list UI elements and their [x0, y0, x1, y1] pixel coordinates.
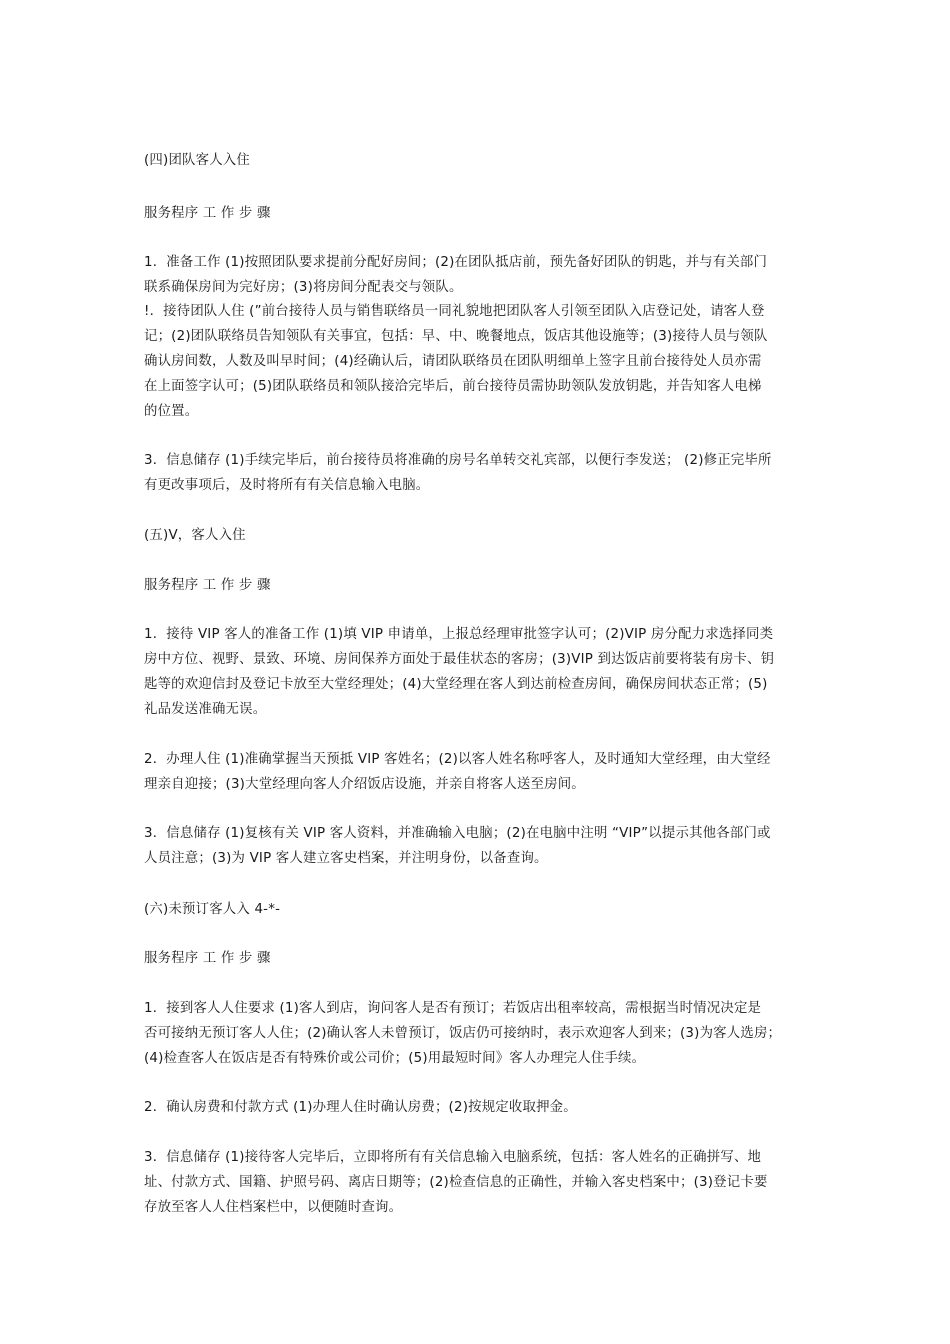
step-paragraph: 2．办理人住 (1)准确掌握当天预抵 VIP 客姓名；(2)以客人姓名称呼客人，及时通知大堂经理，由大堂经 理亲自迎接；(3)大堂经理向客人介绍饭店设施，并亲自将客人送至房间。 — [144, 752, 771, 792]
step-paragraph: !．接待团队人住 (”前台接待人员与销售联络员一同礼貌地把团队客人引领至团队入店登记处，请客人登 记；(2)团队联络员告知领队有关事宜，包括：早、中、晚餐地点，饭店其他设施等；(3)接待人员与领队 确认房间数，人数及叫早时间；(4)经确认后，请团队联络员在团队明细单上签字且前台接待处人员亦需 在上面签字认可；(5)团队联络员和领队接洽完毕后，前台接待员需协助领队发放钥匙，并告知客人电梯 的位置。 — [144, 304, 768, 419]
section-heading: (四)团队客人入住 — [144, 153, 250, 168]
step-paragraph: 1．接待 VIP 客人的准备工作 (1)填 VIP 申请单，上报总经理审批签字认可；(2)VIP 房分配力求选择同类 房中方位、视野、景致、环境、房间保养方面处于最佳状态的客房；(3)VIP 到达饭店前要将装有房卡、钥 匙等的欢迎信封及登记卡放至大堂经理处；(4)大堂经理在客人到达前检查房间，确保房间状态正常；(5) 礼品发送准确无误。 — [144, 627, 775, 717]
step-paragraph: 1．准备工作 (1)按照团队要求提前分配好房间；(2)在团队抵店前，预先备好团队的钥匙，并与有关部门 联系确保房间为完好房；(3)将房间分配表交与领队。 — [144, 255, 768, 295]
step-paragraph: 3．信息储存 (1)复核有关 VIP 客人资料，并准确输入电脑；(2)在电脑中注明 “VIP”以提示其他各部门或 人员注意；(3)为 VIP 客人建立客史档案，并注明身份，以备查询。 — [144, 826, 771, 866]
procedure-header: 服务程序 工 作 步 骤 — [144, 951, 271, 966]
procedure-header: 服务程序 工 作 步 骤 — [144, 206, 271, 221]
step-paragraph: 1．接到客人人住要求 (1)客人到店，询问客人是否有预订；若饭店出租率较高，需根据当时情况决定是 否可接纳无预订客人人住；(2)确认客人未曾预订，饭店仍可接纳时，表示欢迎客人到来；(3)为客人选房； (4)检查客人在饭店是否有特殊价或公司价；(5)用最短时间》客人办理完人住手续。 — [144, 1001, 782, 1066]
step-paragraph: 3．信息储存 (1)手续完毕后，前台接待员将准确的房号名单转交礼宾部，以便行李发送； (2)修正完毕所 有更改事项后，及时将所有有关信息输入电脑。 — [144, 453, 772, 493]
section-heading: (五)V，客人入住 — [144, 528, 246, 543]
section-heading: (六)未预订客人入 4-*- — [144, 902, 281, 917]
step-paragraph: 2．确认房费和付款方式 (1)办理人住时确认房费；(2)按规定收取押金。 — [144, 1100, 577, 1115]
procedure-header: 服务程序 工 作 步 骤 — [144, 578, 271, 593]
step-paragraph: 3．信息储存 (1)接待客人完毕后，立即将所有有关信息输入电脑系统，包括：客人姓名的正确拼写、地 址、付款方式、国籍、护照号码、离店日期等；(2)检查信息的正确性，并输入客史档案中；(3)登记卡要 存放至客人人住档案栏中，以便随时查询。 — [144, 1150, 768, 1215]
